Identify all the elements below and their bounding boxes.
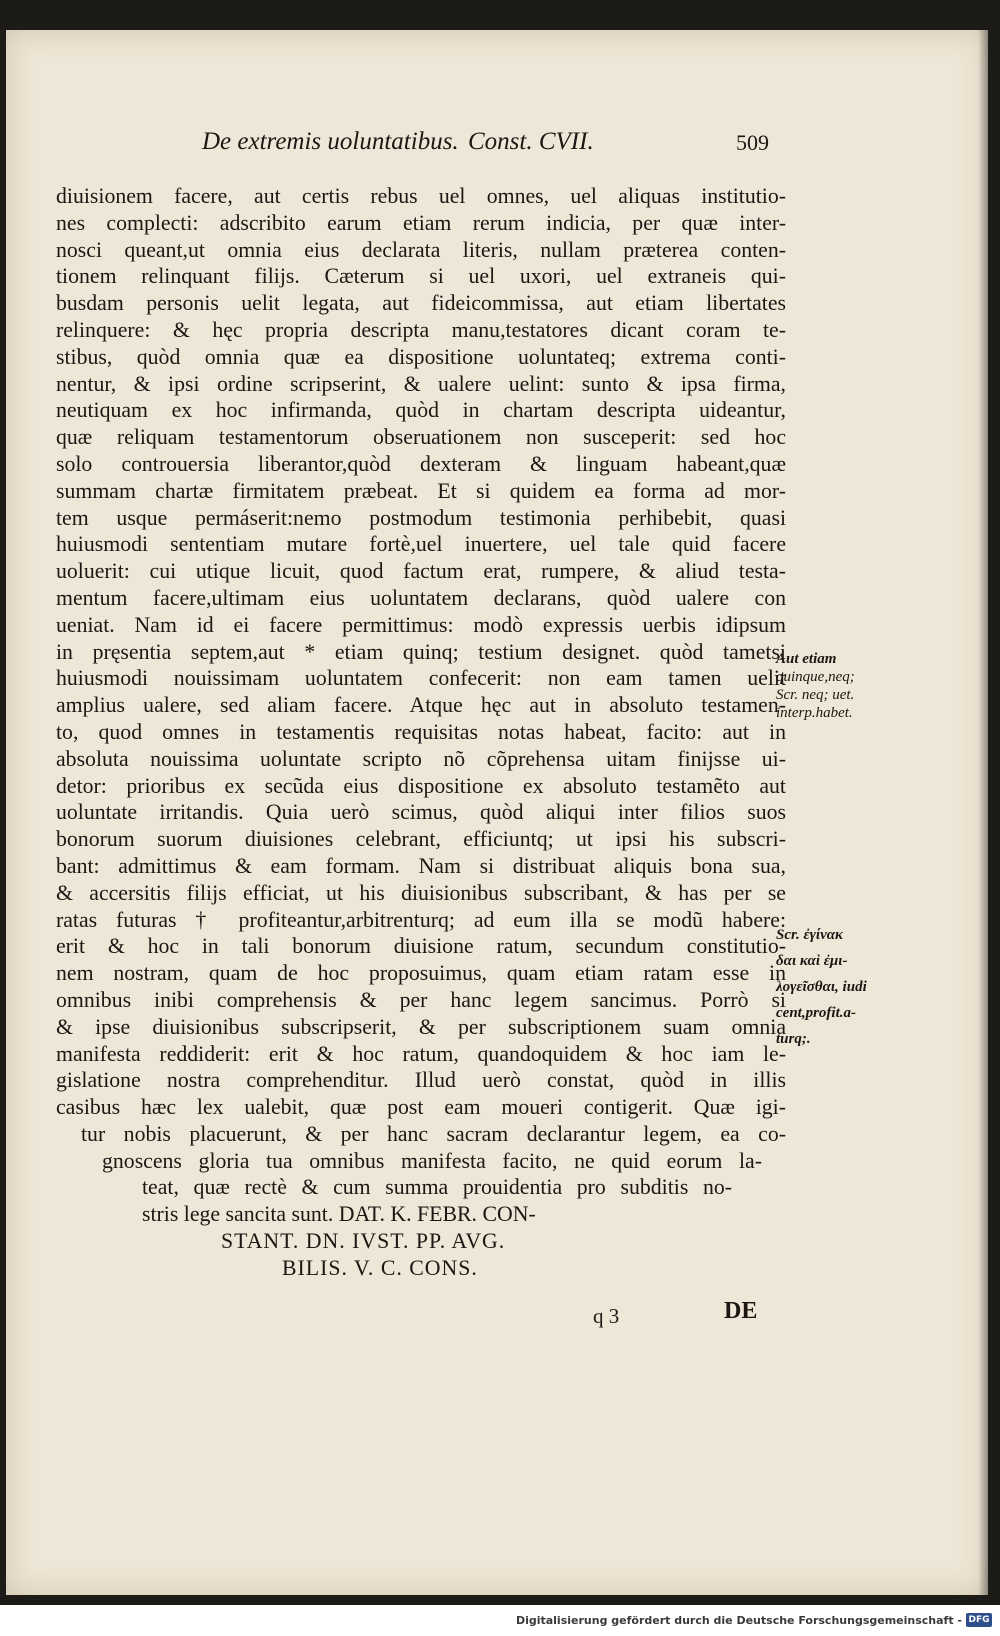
text-line: nentur, & ipsi ordine scripserint, & ualere uelint: sunto & ipsa firma, [56,371,786,396]
text-line: erit & hoc in tali bonorum diuisione ratum, secundum constitutio- [56,934,786,959]
text-line: detor: prioribus ex secũda eius dispositione ex absoluto testamẽto aut [56,773,786,798]
running-head [56,118,791,158]
text-line: mentum facere,ultimam eius uoluntatem declarans, quòd ualere con [56,585,786,610]
text-line: stibus, quòd omnia quæ ea dispositione uoluntateq; extrema conti- [56,344,786,369]
marginal-note-line: Scr. ἐγίνακ [776,927,843,943]
text-line: quæ reliquam testamentorum obseruationem non susceperit: sed hoc [56,425,786,450]
text-line: gnoscens gloria tua omnibus manifesta facito, ne quid eorum la- [102,1148,762,1173]
text-line: & accersitis filijs efficiat, ut his diuisionibus subscribant, & has per se [56,880,786,905]
text-line: busdam personis uelit legata, aut fideicommissa, aut etiam libertates [56,291,786,316]
page-edge-shadow [978,30,988,1595]
dfg-logo: DFG [966,1613,992,1627]
text-line: nem nostram, quam de hoc proposuimus, quam etiam ratam esse in [56,961,786,986]
text-line: tur nobis placuerunt, & per hanc sacram declarantur legem, ea co- [81,1121,786,1146]
text-line: summam chartæ firmitatem præbeat. Et si quidem ea forma ad mor- [56,478,786,503]
marginal-note-2 [776,922,886,1052]
text-line: in pręsentia septem,aut * etiam quinq; testium designet. quòd tametsi [56,639,786,664]
text-line: neutiquam ex hoc infirmanda, quòd in chartam descripta uideantur, [56,398,786,423]
text-line: gislatione nostra comprehenditur. Illud uerò constat, quòd in illis [56,1068,786,1093]
text-line: teat, quæ rectè & cum summa prouidentia pro subditis no- [142,1175,732,1200]
text-line: diuisionem facere, aut certis rebus uel omnes, uel aliquas institutio- [56,184,786,208]
text-line: omnibus inibi comprehensis & per hanc legem sancimus. Porrò si [56,987,786,1012]
marginal-note-1 [776,650,886,722]
marginal-note-line: quinque,neq; [776,669,855,685]
text-line: STANT. DN. IVST. PP. AVG. [221,1229,506,1254]
marginal-note-line: λογεῖσθαι, iudi [776,979,867,995]
text-line: bonorum suorum diuisiones celebrant, efficiuntq; ut ipsi his subscri- [56,827,786,852]
marginal-note-line: cent,profit.a- [776,1005,856,1021]
text-line: uoluntate irritandis. Quia uerò scimus, quòd aliqui inter filios suos [56,800,786,825]
footer-bar [0,1605,1000,1636]
text-line: casibus hæc lex ualebit, quæ post eam moueri contigerit. Quæ igi- [56,1095,786,1120]
text-line: & ipse diuisionibus subscripserit, & per subscriptionem suam omnia [56,1014,786,1039]
running-head-constitution: Const. CVII. [468,128,594,155]
text-line: stris lege sancita sunt. DAT. K. FEBR. CON- [142,1202,536,1227]
text-line: absoluta nouissima uoluntate scripto nõ cõprehensa uitam finijsse ui- [56,746,786,771]
marginal-note-line: δαι καὶ ἐμι- [776,953,848,969]
text-line: tionem relinquant filijs. Cæterum si uel uxori, uel extraneis qui- [56,264,786,289]
marginal-note-line: Scr. neq; uet. [776,687,855,703]
running-head-title: De extremis uoluntatibus. [202,128,459,155]
text-line: huiusmodi nouissimam uoluntatem confecerit: non eam tamen uelit [56,666,786,691]
signature-mark: q 3 [593,1304,620,1328]
marginal-note-line: turq;. [776,1031,811,1047]
text-line: tem usque permáserit:nemo postmodum testimonia perhibebit, quasi [56,505,786,530]
text-line: uoluerit: cui utique licuit, quod factum erat, rumpere, & aliud testa- [56,559,786,584]
text-line: huiusmodi sententiam mutare fortè,uel inuertere, uel tale quid facere [56,532,786,557]
text-line: relinquere: & hęc propria descripta manu,testatores dicant coram te- [56,317,786,342]
marginal-note-line: interp.habet. [776,705,853,721]
text-line: BILIS. V. C. CONS. [282,1255,478,1280]
footer-credit: Digitalisierung gefördert durch die Deutsche Forschungsgemeinschaft - [515,1614,962,1627]
marginal-note-line: Aut etiam [776,651,837,667]
page-number: 509 [736,130,769,155]
text-line: nes complecti: adscribito earum etiam rerum indicia, per quæ inter- [56,210,786,235]
text-line: bant: admittimus & eam formam. Nam si distribuat aliquis bona sua, [56,853,786,878]
text-line: ueniat. Nam id ei facere permittimus: modò expressis uerbis idipsum [56,612,786,637]
body-text [56,183,786,1282]
catchword: DE [724,1298,758,1324]
text-line: ratas futuras † profiteantur,arbitrenturq; ad eum illa se modũ habere: [56,907,786,932]
text-line: solo controuersia liberantor,quòd dexteram & linguam habeant,quæ [56,451,786,476]
text-line: amplius ualere, sed aliam facere. Atque hęc aut in absoluto testamen- [56,693,786,718]
text-line: nosci queant,ut omnia eius declarata literis, nullam præterea conten- [56,237,786,262]
text-line: manifesta reddiderit: erit & hoc ratum, quandoquidem & hoc iam le- [56,1041,786,1066]
text-line: to, quod omnes in testamentis requisitas notas habeat, facito: aut in [56,719,786,744]
